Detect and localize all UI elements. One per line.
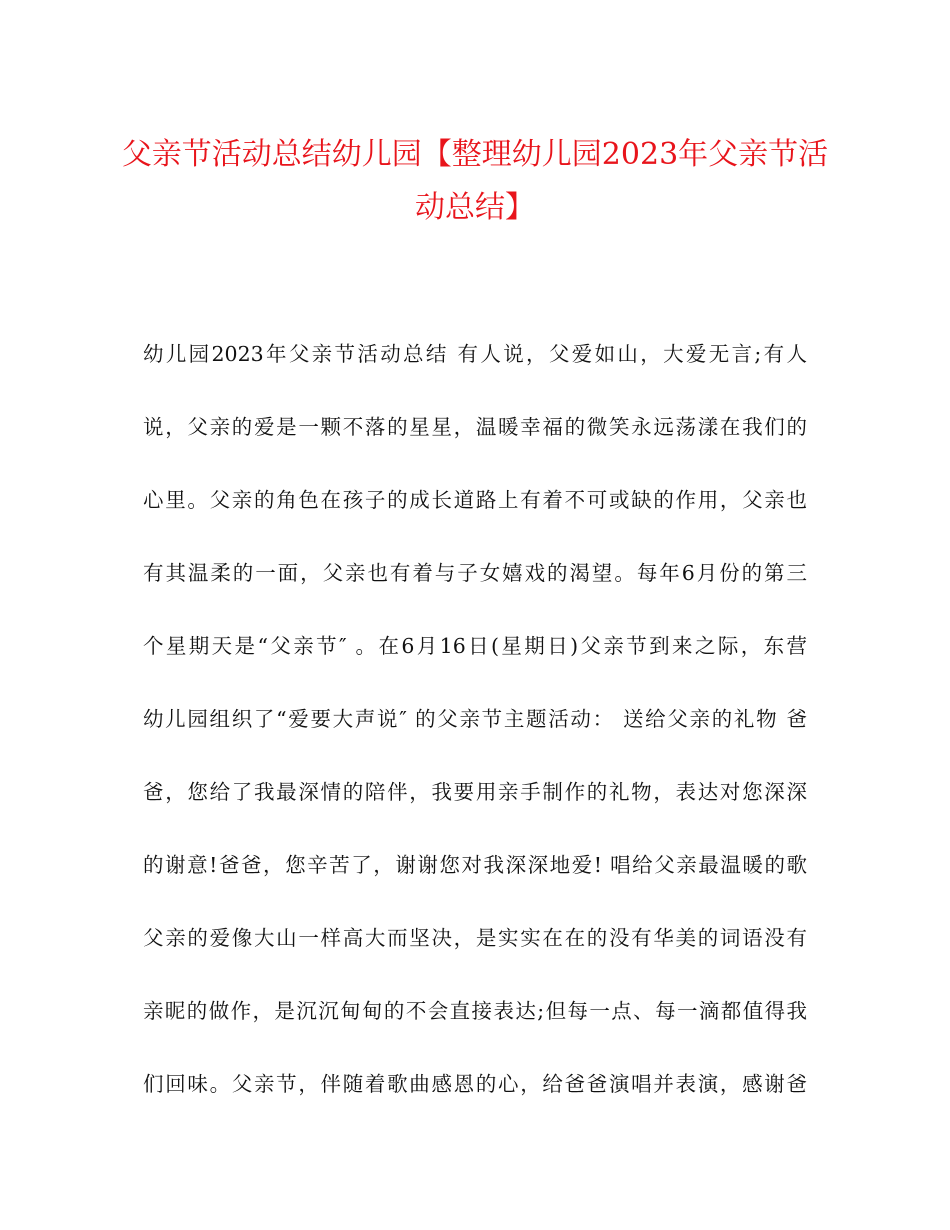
body-line: 幼儿园组织了“爱要大声说″ 的父亲节主题活动： 送给父亲的礼物 爸 [143,707,807,731]
body-line: 有其温柔的一面，父亲也有着与子女嬉戏的渴望。每年6月份的第三 [143,561,807,585]
body-line: 幼儿园2023年父亲节活动总结 有人说，父爱如山，大爱无言;有人 [143,342,807,366]
body-line: 说，父亲的爱是一颗不落的星星，温暖幸福的微笑永远荡漾在我们的 [143,415,807,439]
title-line-2: 动总结】 [415,190,535,225]
document-title [120,128,830,234]
body-line: 爸，您给了我最深情的陪伴，我要用亲手制作的礼物，表达对您深深 [143,780,807,804]
body-line: 个星期天是“父亲节″ 。在6月16日(星期日)父亲节到来之际，东营 [143,634,807,658]
body-line: 亲昵的做作，是沉沉甸甸的不会直接表达;但每一点、每一滴都值得我 [143,999,807,1023]
document-body [143,318,807,1121]
body-line: 的谢意!爸爸，您辛苦了，谢谢您对我深深地爱! 唱给父亲最温暖的歌 [143,853,807,877]
body-line: 们回味。父亲节，伴随着歌曲感恩的心，给爸爸演唱并表演，感谢爸 [143,1072,807,1096]
title-line-1: 父亲节活动总结幼儿园【整理幼儿园2023年父亲节活 [121,137,829,172]
body-line: 心里。父亲的角色在孩子的成长道路上有着不可或缺的作用，父亲也 [143,488,807,512]
body-line: 父亲的爱像大山一样高大而坚决，是实实在在的没有华美的词语没有 [143,926,807,950]
